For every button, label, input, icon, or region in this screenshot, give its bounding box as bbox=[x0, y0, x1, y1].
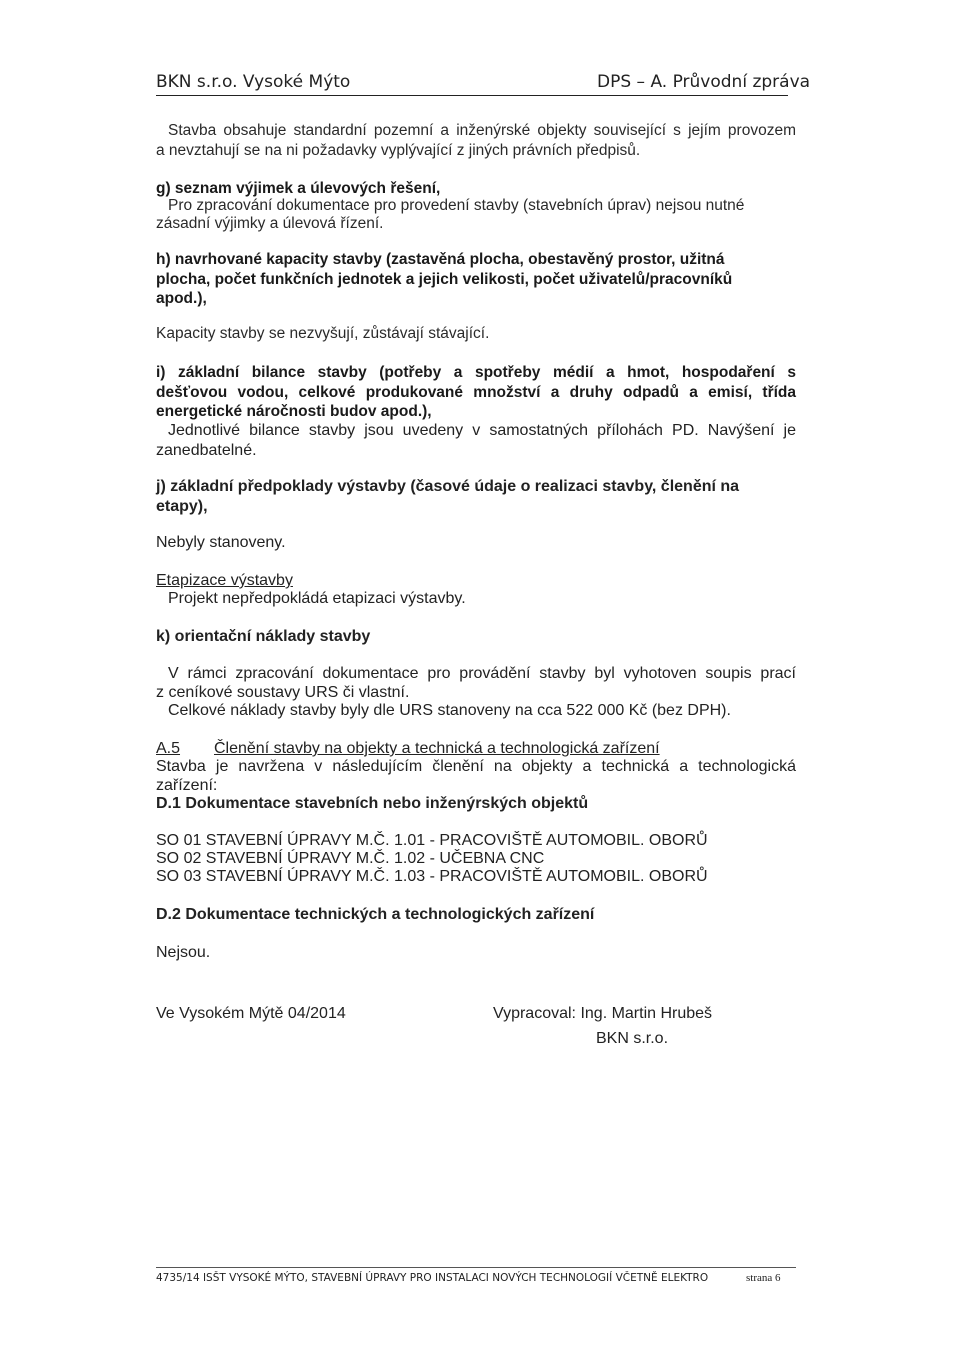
etapizace-subheading: Etapizace výstavby bbox=[156, 572, 293, 589]
section-j-text: Nebyly stanoveny. bbox=[156, 534, 286, 551]
object-item-3: SO 03 STAVEBNÍ ÚPRAVY M.Č. 1.03 - PRACOVIŠTĚ AUTOMOBIL. OBORŮ bbox=[156, 868, 708, 885]
object-item-2: SO 02 STAVEBNÍ ÚPRAVY M.Č. 1.02 - UČEBNA CNC bbox=[156, 850, 545, 867]
section-i-heading-2: dešťovou vodou, celkové produkované množství a druhy odpadů a emisí, třída bbox=[156, 384, 796, 401]
section-g-heading: g) seznam výjimek a úlevových řešení, bbox=[156, 180, 441, 197]
etapizace-text: Projekt nepředpokládá etapizaci výstavby. bbox=[168, 590, 466, 607]
d2-heading: D.2 Dokumentace technických a technologických zařízení bbox=[156, 906, 595, 923]
d2-text: Nejsou. bbox=[156, 944, 211, 961]
section-i-heading-3: energetické náročnosti budov apod.), bbox=[156, 403, 432, 420]
section-k-heading: k) orientační náklady stavby bbox=[156, 628, 371, 645]
place-date: Ve Vysokém Mýtě 04/2014 bbox=[156, 1005, 346, 1022]
section-j-heading-1: j) základní předpoklady výstavby (časové údaje o realizaci stavby, členění na bbox=[156, 478, 740, 495]
footer-project: 4735/14 ISŠT VYSOKÉ MÝTO, STAVEBNÍ ÚPRAVY PRO INSTALACI NOVÝCH TECHNOLOGIÍ VČETNĚ ELEKTRO bbox=[156, 1272, 709, 1284]
section-h-text: Kapacity stavby se nezvyšují, zůstávají stávající. bbox=[156, 325, 490, 342]
object-item-1: SO 01 STAVEBNÍ ÚPRAVY M.Č. 1.01 - PRACOVIŠTĚ AUTOMOBIL. OBORŮ bbox=[156, 832, 708, 849]
section-i-line-2: zanedbatelné. bbox=[156, 442, 257, 459]
header-rule bbox=[156, 95, 788, 96]
prepared-by: Vypracoval: Ing. Martin Hrubeš bbox=[493, 1005, 713, 1022]
section-k-line-3: Celkové náklady stavby byly dle URS stanoveny na cca 522 000 Kč (bez DPH). bbox=[168, 702, 731, 719]
section-h-heading-3: apod.), bbox=[156, 290, 207, 307]
section-h-heading-2: plocha, počet funkčních jednotek a jejich velikosti, počet uživatelů/pracovníků bbox=[156, 271, 733, 288]
section-j-heading-2: etapy), bbox=[156, 498, 208, 515]
footer-rule bbox=[156, 1267, 796, 1268]
company-name: BKN s.r.o. bbox=[596, 1030, 669, 1047]
section-h-heading-1: h) navrhované kapacity stavby (zastavěná plocha, obestavěný prostor, užitná bbox=[156, 251, 725, 268]
a5-title: Členění stavby na objekty a technická a technologická zařízení bbox=[214, 740, 660, 757]
section-i-line-1: Jednotlivé bilance stavby jsou uvedeny v samostatných přílohách PD. Navýšení je bbox=[168, 422, 796, 439]
header-company: BKN s.r.o. Vysoké Mýto bbox=[156, 72, 351, 92]
section-i-heading-1: i) základní bilance stavby (potřeby a spotřeby médií a hmot, hospodaření s bbox=[156, 364, 796, 381]
d1-heading: D.1 Dokumentace stavebních nebo inženýrských objektů bbox=[156, 795, 589, 812]
a5-number: A.5 bbox=[156, 740, 181, 757]
header-section: DPS – A. Průvodní zpráva bbox=[597, 72, 811, 92]
a5-line-2: zařízení: bbox=[156, 777, 218, 794]
page-number: strana 6 bbox=[746, 1272, 781, 1284]
intro-line-2: a nevztahují se na ni požadavky vyplývající z jiných právních předpisů. bbox=[156, 142, 641, 159]
section-k-line-2: z ceníkové soustavy URS či vlastní. bbox=[156, 684, 410, 701]
a5-line-1: Stavba je navržena v následujícím členění na objekty a technická a technologická bbox=[156, 758, 796, 775]
section-k-line-1: V rámci zpracování dokumentace pro provádění stavby byl vyhotoven soupis prací bbox=[168, 665, 796, 682]
intro-line-1: Stavba obsahuje standardní pozemní a inženýrské objekty související s jejím provozem bbox=[168, 122, 796, 139]
section-g-line-2: zásadní výjimky a úlevová řízení. bbox=[156, 215, 384, 232]
section-g-line-1: Pro zpracování dokumentace pro provedení stavby (stavebních úprav) nejsou nutné bbox=[168, 197, 745, 214]
